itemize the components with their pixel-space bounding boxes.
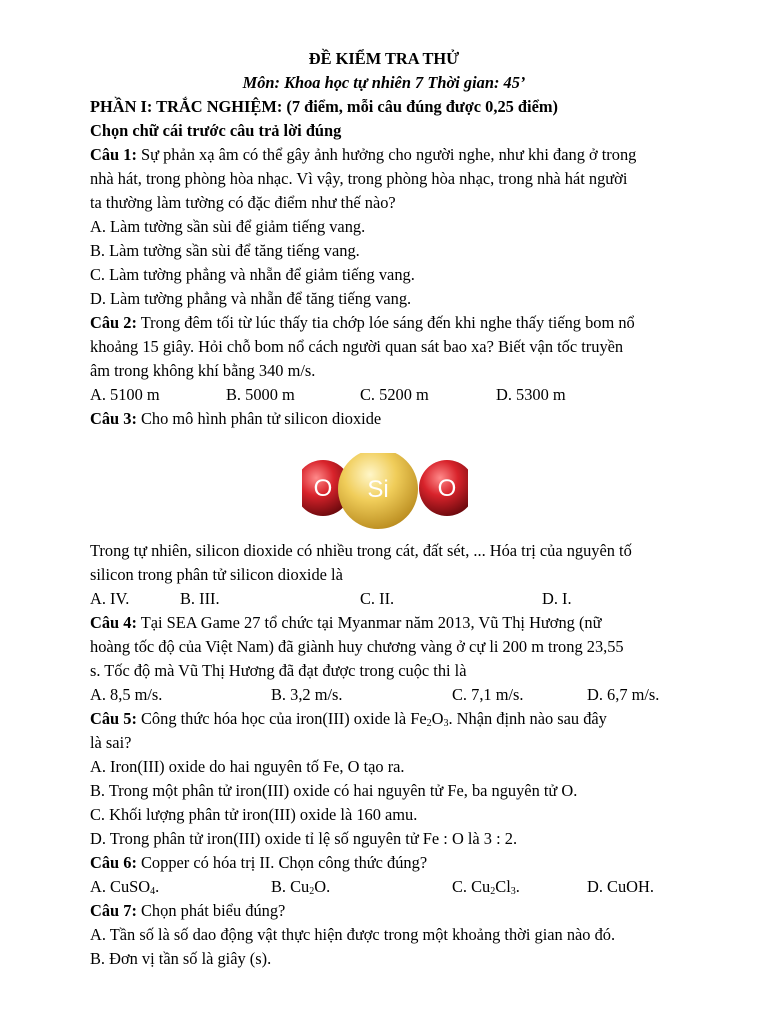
q1-option-b: B. Làm tường sần sùi để tăng tiếng vang. — [90, 241, 360, 260]
silicon-label: Si — [367, 476, 389, 503]
q7-option-b: B. Đơn vị tần số là giây (s). — [90, 949, 272, 968]
q1-option-c: C. Làm tường phẳng và nhẵn để giảm tiếng vang. — [90, 265, 415, 284]
q6-option-b: B. $Cu_2O$. — [271, 877, 331, 897]
q4-label: Câu 4: — [90, 613, 137, 632]
q7-line-1: Câu 7: Chọn phát biểu đúng? — [90, 901, 286, 920]
q7-label: Câu 7: — [90, 901, 137, 920]
q2-line-2: khoảng 15 giây. Hỏi chỗ bom nổ cách người quan sát bao xa? Biết vận tốc truyền — [90, 337, 624, 356]
instruction: Chọn chữ cái trước câu trả lời đúng — [90, 121, 342, 140]
oxygen-label-right: O — [437, 475, 457, 502]
oxygen-label-left: O — [313, 475, 333, 502]
q3-option-d: D. I. — [542, 589, 572, 608]
q6-option-a: A. CuSO$_4$. — [90, 877, 160, 897]
q3-option-c: C. II. — [360, 589, 395, 608]
q5-option-a: A. Iron(III) oxide do hai nguyên tố Fe, O tạo ra. — [90, 757, 405, 776]
q1-line-2: nhà hát, trong phòng hòa nhạc. Vì vậy, trong phòng hòa nhạc, trong nhà hát người — [90, 169, 628, 188]
q3-line-1: Câu 3: Cho mô hình phân tử silicon dioxide — [90, 409, 382, 428]
q4-option-c: C. 7,1 m/s. — [452, 685, 524, 704]
q2-line-1: Câu 2: Trong đêm tối từ lúc thấy tia chớp lóe sáng đến khi nghe thấy tiếng bom nổ — [90, 313, 635, 332]
q2-option-d: D. 5300 m — [496, 385, 566, 404]
q4-option-b: B. 3,2 m/s. — [271, 685, 343, 704]
q2-option-a: A. 5100 m — [90, 385, 160, 404]
q6-option-d: D. CuOH. — [587, 877, 654, 896]
q3-label: Câu 3: — [90, 409, 137, 428]
q3-line-3: silicon trong phân tử silicon dioxide là — [90, 565, 343, 584]
q4-line-1: Câu 4: Tại SEA Game 27 tổ chức tại Myanmar năm 2013, Vũ Thị Hương (nữ — [90, 613, 602, 632]
q5-option-c: C. Khối lượng phân tử iron(III) oxide là 160 amu. — [90, 805, 418, 824]
q2-option-c: C. 5200 m — [360, 385, 429, 404]
q1-line-1: Câu 1: Sự phản xạ âm có thể gây ảnh hưởng cho người nghe, như khi đang ở trong — [90, 145, 637, 164]
q1-line-3: ta thường làm tường có đặc điểm như thế nào? — [90, 193, 396, 212]
q2-option-b: B. 5000 m — [226, 385, 295, 404]
q3-option-a: A. IV. — [90, 589, 130, 608]
q6-option-c: C. $Cu_2Cl_3$. — [452, 877, 520, 897]
q3-option-b: B. III. — [180, 589, 220, 608]
q4-line-2: hoàng tốc độ của Việt Nam) đã giành huy chương vàng ở cự li 200 m trong 23,55 — [90, 637, 624, 656]
q5-option-b: B. Trong một phân tử iron(III) oxide có hai nguyên tử Fe, ba nguyên tử O. — [90, 781, 578, 800]
q6-line-1: Câu 6: Copper có hóa trị II. Chọn công thức đúng? — [90, 853, 428, 872]
exam-subtitle: Môn: Khoa học tự nhiên 7 Thời gian: 45’ — [242, 73, 526, 92]
q5-line-2: là sai? — [90, 733, 132, 752]
q4-line-3: s. Tốc độ mà Vũ Thị Hương đã đạt được trong cuộc thi là — [90, 661, 467, 680]
q5-option-d: D. Trong phân tử iron(III) oxide tỉ lệ số nguyên tử Fe : O là 3 : 2. — [90, 829, 518, 848]
q4-option-a: A. 8,5 m/s. — [90, 685, 163, 704]
q4-option-d: D. 6,7 m/s. — [587, 685, 660, 704]
section-heading: PHẦN I: TRẮC NGHIỆM: (7 điểm, mỗi câu đúng được 0,25 điểm) — [90, 97, 558, 116]
q2-label: Câu 2: — [90, 313, 137, 332]
exam-title: ĐỀ KIỂM TRA THỬ — [308, 49, 460, 68]
q1-option-a: A. Làm tường sần sùi để giảm tiếng vang. — [90, 217, 366, 236]
q3-line-2: Trong tự nhiên, silicon dioxide có nhiều trong cát, đất sét, ... Hóa trị của nguyên tố — [90, 541, 632, 560]
q6-label: Câu 6: — [90, 853, 137, 872]
q5-line-1: Câu 5: Công thức hóa học của iron(III) oxide là $Fe_2O_3$. Nhận định nào sau đây — [90, 709, 607, 729]
q5-label: Câu 5: — [90, 709, 137, 728]
q1-label: Câu 1: — [90, 145, 137, 164]
q2-line-3: âm trong không khí bằng 340 m/s. — [90, 361, 316, 380]
q7-option-a: A. Tần số là số dao động vật thực hiện được trong một khoảng thời gian nào đó. — [90, 925, 616, 944]
silicon-dioxide-model — [302, 453, 468, 535]
q1-option-d: D. Làm tường phẳng và nhẵn để tăng tiếng vang. — [90, 289, 412, 308]
